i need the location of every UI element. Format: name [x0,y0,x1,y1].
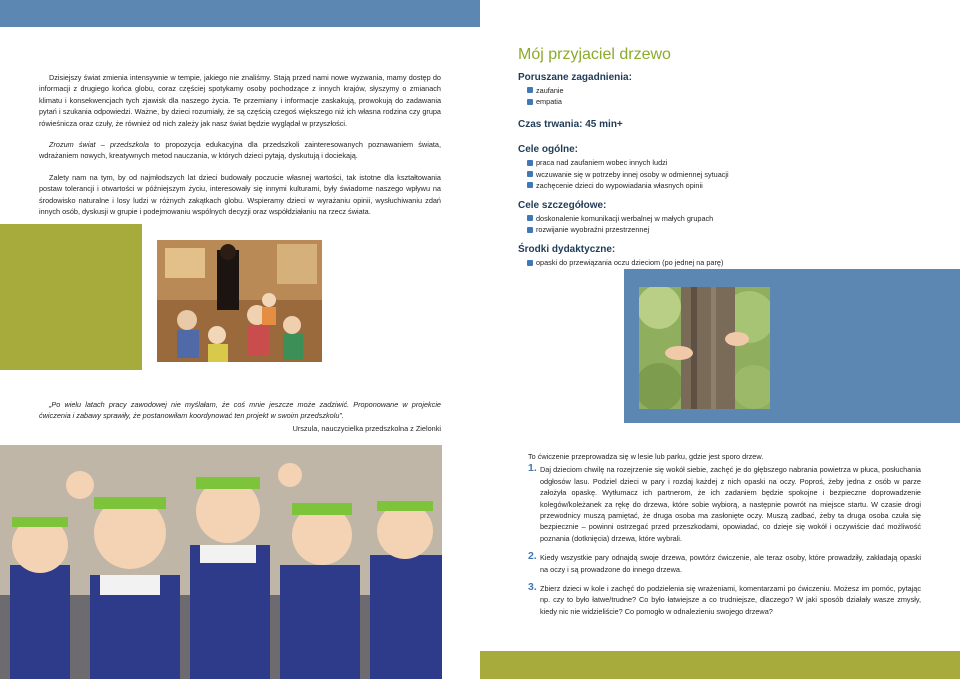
activity-title: Mój przyjaciel drzewo [518,46,671,63]
left-olive-band [0,224,142,370]
step-text: Daj dzieciom chwilę na rozejrzenie się wokół siebie, zachęć je do głębszego nabrania powietrza w płuca, posłuchania odgłosów lasu. Podziel dzieci w pary i rozdaj każdej z nich opaski na oczy. Poproś, żeby jedna z osób w parze założyła opaskę. Wytłumacz ich partnerom, że ich zadaniem będzie spokojne i bezpieczne doprowadzenie kolegów/koleżanek za rękę do drzewa, które sobie wybiorą, a następnie powrót na miejsce startu. W czasie drogi przewodnicy muszą pamiętać, że druga osoba ma zasłonięte oczy. Muszą zadbać, żeby ta druga osoba czuła się bezpiecznie – powinni ostrzegać przed przeszkodami, opowiadać, co dzieje się wokół i oczywiście dać możliwość poznania (dotknięcia) drzewa, które wybrali. [540,465,921,543]
instructions-intro: To ćwiczenie przeprowadza się w lesie lub parku, gdzie jest sporo drzew. [528,452,764,461]
intro-text-block [39,72,441,217]
list-item: doskonalenie komunikacji werbalnej w małych grupach [518,213,938,224]
activity-summary [518,72,938,269]
step-number: 2. [528,550,537,563]
quote-author: Urszula, nauczycielka przedszkolna z Zielonki [292,423,441,433]
means-heading: Środki dydaktyczne: [518,244,616,256]
teacher-quote [39,399,441,434]
top-left-blue-band [0,0,480,27]
step-number: 1. [528,462,537,475]
paragraph-2 [39,139,441,162]
paragraph-1: Dzisiejszy świat zmienia intensywnie w tempie, jakiego nie znaliśmy. Stają przed nami nowe wyzwania, mamy dostęp do informacji z drugiego końca globu, coraz częściej spotykamy osoby pochodzące z innych krajów, słyszymy o zmianach klimatu i konsekwencjach tych zjawisk dla naszego życia. Te przemiany i informacje zaskakują, prowokują do zadawania pytań i szukania odpowiedzi. Ważne, by dzieci rozumiały, że są częścią czegoś większego niż ich własna rodzina czy grupa rówieśnicza oraz czuły, że również od nich zależy jak nasz świat będzie wyglądał w przyszłości. [39,73,441,128]
specific-goals-heading: Cele szczegółowe: [518,200,607,212]
means-list [518,257,938,268]
step-text: Zbierz dzieci w kole i zachęć do podzielenia się wrażeniami, komentarzami po ćwiczeniu. Możesz im pomóc, pytając np. czy to było łatwe/trudne? Co było łatwiejsze a co trudniejsze, dlaczego? W jaki sposób działały wasze zmysły, kiedy nic nie widzieliście? Co pomogło w odnalezieniu swojego drzewa? [540,584,921,616]
topics-heading: Poruszane zagadnienia: [518,72,632,83]
list-item: zachęcenie dzieci do wypowiadania własnych opinii [518,180,938,191]
bottom-right-olive-band [480,651,960,679]
list-item: wczuwanie się w potrzeby innej osoby w odmiennej sytuacji [518,169,938,180]
tree-hug-photo [639,287,770,409]
step-text: Kiedy wszystkie pary odnajdą swoje drzewa, powtórz ćwiczenie, ale teraz osoby, które prowadziły, zakładają opaski na oczy i są prowadzone do innego drzewa. [540,553,921,574]
step-number: 3. [528,581,537,594]
step-item [528,464,921,544]
children-photo [0,445,442,679]
list-item: rozwijanie wyobraźni przestrzennej [518,224,938,235]
step-item [528,552,921,575]
paragraph-3: Zalety nam na tym, by od najmłodszych lat dzieci budowały poczucie własnej wartości, tak istotne dla kształtowania postaw tolerancji i otwartości w późniejszym życiu, interesowały się innymi kulturami, były świadome naszego wpływu na środowisko naturalne i losy ludzi w różnych zakątkach globu. Wspieramy dzieci w wyrażaniu opinii, wysłuchiwaniu zdań innych osób, dyskusji w grupie i podejmowaniu wspólnych decyzji oraz współdziałaniu na rzecz świata. [39,172,441,217]
program-name: Zrozum świat – przedszkola [49,140,149,150]
list-item: opaski do przewiązania oczu dzieciom (po jednej na parę) [518,257,938,268]
step-item [528,583,921,617]
list-item: praca nad zaufaniem wobec innych ludzi [518,157,938,168]
topics-list [518,85,938,107]
classroom-photo [157,240,322,362]
steps-list [528,464,921,617]
general-goals-list [518,157,938,191]
general-goals-heading: Cele ogólne: [518,144,579,156]
instructions [528,451,921,617]
quote-text: „Po wielu latach pracy zawodowej nie myślałam, że coś mnie jeszcze może zadziwić. Proponowane w projekcie ćwiczenia i zabawy sprawiły, że postanowiłam koordynować ten projekt w swoim przedszkolu”. [39,400,441,421]
paragraph-2-rest: to propozycja edukacyjna dla przedszkoli zainteresowanych poznawaniem świata, wdrażaniem nowych, kreatywnych metod nauczania, w których dzieci pytają, dyskutują i dociekają. [39,140,441,161]
list-item: empatia [518,96,938,107]
list-item: zaufanie [518,85,938,96]
duration: Czas trwania: 45 min+ [518,119,623,131]
specific-goals-list [518,213,938,235]
